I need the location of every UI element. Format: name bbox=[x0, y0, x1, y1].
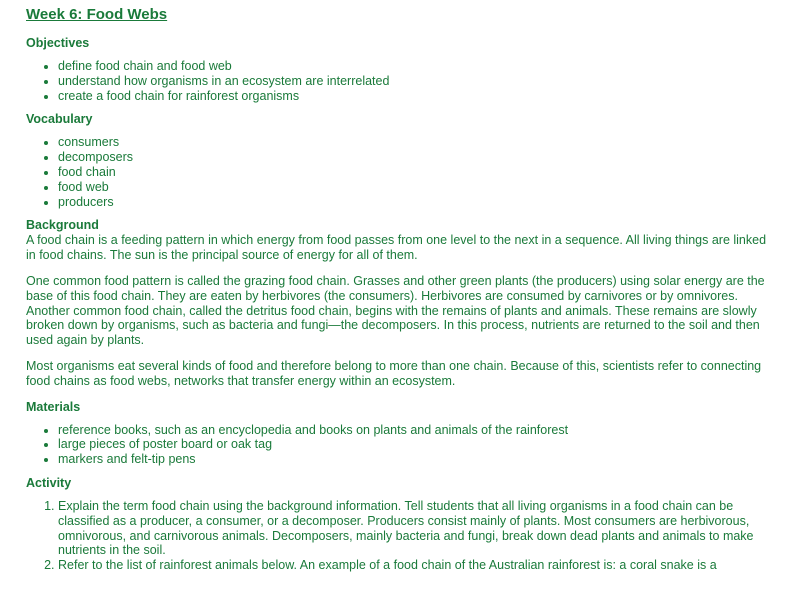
background-paragraph: One common food pattern is called the grazing food chain. Grasses and other green plants (the producers) using solar energy are the base of this food chain. They are eaten by herbivores (the consumers). Herbivores are consumed by carnivores or by omnivores. Another common food chain, called the detritus food chain, begins with the remains of plants and animals. These remains are slowly broken down by organisms, such as bacteria and fungi—the decomposers. In this process, nutrients are returned to the soil and then used again by plants. bbox=[26, 273, 765, 348]
activity-heading: Activity bbox=[26, 475, 72, 490]
objectives-heading: Objectives bbox=[26, 36, 90, 50]
activity-step: 2. Refer to the list of rainforest animals below. An example of a food chain of the Australian rainforest is: a coral snake is a bbox=[58, 558, 774, 573]
background-paragraph: Most organisms eat several kinds of food and therefore belong to more than one chain. Because of this, scientists refer to connecting food chains as food webs, networks that transfer energy within an ecosystem. bbox=[26, 358, 762, 388]
background-paragraph: A food chain is a feeding pattern in which energy from food passes from one level to the next in a sequence. All living things are linked in food chains. The sun is the principal source of energy for all of them. bbox=[26, 233, 767, 263]
material-item: • large pieces of poster board or oak tag bbox=[58, 437, 774, 452]
objectives-section bbox=[26, 36, 774, 103]
vocabulary-section bbox=[26, 112, 774, 209]
page-title: Week 6: Food Webs bbox=[26, 6, 168, 23]
objective-item: • create a food chain for rainforest organisms bbox=[58, 89, 774, 104]
material-item: • reference books, such as an encyclopedia and books on plants and animals of the rainforest bbox=[58, 423, 774, 438]
vocabulary-item: • food web bbox=[58, 180, 774, 195]
vocabulary-item: • consumers bbox=[58, 135, 774, 150]
objectives-list bbox=[26, 59, 774, 103]
vocabulary-heading: Vocabulary bbox=[26, 112, 93, 127]
materials-list bbox=[26, 423, 774, 467]
materials-heading: Materials bbox=[26, 399, 81, 414]
vocabulary-list bbox=[26, 135, 774, 209]
vocabulary-item: • decomposers bbox=[58, 150, 774, 165]
background-section bbox=[26, 218, 774, 388]
activity-list bbox=[26, 499, 774, 573]
vocabulary-item: • food chain bbox=[58, 165, 774, 180]
activity-step: 1. Explain the term food chain using the background information. Tell students that all living organisms in a food chain can be classified as a producer, a consumer, or a decomposer. Producers consist mainly of plants. Most consumers are herbivorous, omnivorous, and carnivorous animals. Decomposers, mainly bacteria and fungi, break down dead plants and animals to make nutrients in the soil. bbox=[58, 499, 774, 558]
objective-item: • understand how organisms in an ecosystem are interrelated bbox=[58, 74, 774, 89]
background-heading: Background bbox=[26, 218, 99, 233]
materials-section bbox=[26, 400, 774, 467]
objective-item: • define food chain and food web bbox=[58, 59, 774, 74]
activity-section bbox=[26, 476, 774, 573]
vocabulary-item: • producers bbox=[58, 195, 774, 210]
material-item: • markers and felt-tip pens bbox=[58, 452, 774, 467]
